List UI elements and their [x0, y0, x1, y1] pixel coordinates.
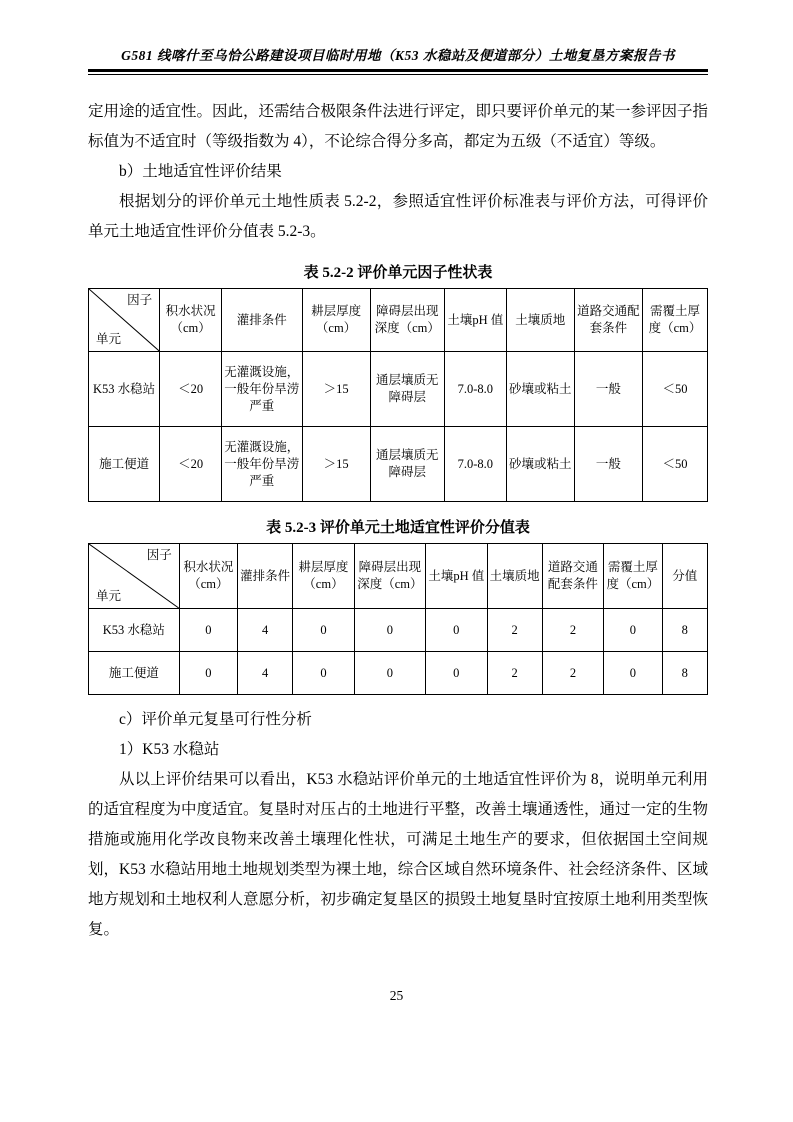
spacer: [88, 695, 708, 705]
table1-header-row: [89, 289, 708, 352]
table2-cell: 0: [426, 609, 488, 652]
table2-header-cell: 需覆土厚度（cm）: [604, 544, 662, 609]
table2-cell: 0: [179, 609, 237, 652]
table1-corner-unit: 单元: [96, 332, 122, 346]
table2-row: [89, 652, 708, 695]
table1-row: [89, 352, 708, 427]
table1-cell: 砂壤或粘土: [506, 427, 574, 502]
table2-header-cell: 土壤pH 值: [426, 544, 488, 609]
table1-cell: 通层壤质无障碍层: [370, 352, 444, 427]
table1-cell: 通层壤质无障碍层: [370, 427, 444, 502]
table1-cell: 无灌溉设施，一般年份旱涝严重: [222, 427, 302, 502]
table1-header-cell: 需覆土厚度（cm）: [642, 289, 707, 352]
table2-cell: 8: [662, 609, 707, 652]
table1-corner-factor: 因子: [127, 293, 153, 307]
table1-cell: 7.0-8.0: [444, 352, 506, 427]
paragraph-6: 从以上评价结果可以看出，K53 水稳站评价单元的土地适宜性评价为 8，说明单元利用的适宜程度为中度适宜。复垦时对压占的土地进行平整，改善土壤通透性，通过一定的生物措施或施用化学改良物来改善土壤理化性状，可满足土地生产的要求，但依据国土空间规划，K53 水稳站用地土地规划类型为裸土地，综合区域自然环境条件、社会经济条件、区域地方规划和土地权利人意愿分析，初步确定复垦区的损毁土地复垦时宜按原土地利用类型恢复。: [88, 771, 709, 938]
table1-cell: ＜20: [160, 427, 222, 502]
table2-row-unit: 施工便道: [89, 652, 180, 695]
table2-cell: 0: [604, 609, 662, 652]
table2-header-cell: 道路交通配套条件: [542, 544, 604, 609]
page-number: 25: [389, 988, 404, 1003]
table1-row-unit: 施工便道: [89, 427, 160, 502]
table1-cell: 无灌溉设施，一般年份旱涝严重: [222, 352, 302, 427]
table2-cell: 0: [179, 652, 237, 695]
table1-cell: ＞15: [302, 352, 370, 427]
table1-cell: ＜50: [642, 352, 707, 427]
table2-cell: 4: [238, 652, 293, 695]
table2-row-unit: K53 水稳站: [89, 609, 180, 652]
table1-cell: 一般: [574, 427, 642, 502]
table2-cell: 4: [238, 609, 293, 652]
table1-row: [89, 427, 708, 502]
table2-row: [89, 609, 708, 652]
table2-corner-unit: 单元: [96, 589, 122, 603]
table2-cell: 2: [542, 609, 604, 652]
page-content: [88, 44, 708, 945]
table2-cell: 0: [604, 652, 662, 695]
table2-header-cell: 障碍层出现深度（cm）: [354, 544, 425, 609]
header-divider: [88, 69, 708, 75]
paragraph-3: 根据划分的评价单元土地性质表 5.2-2，参照适宜性评价标准表与评价方法，可得评价单元土地适宜性评价分值表 5.2-3。: [88, 193, 708, 240]
table2-header-cell: 土壤质地: [487, 544, 542, 609]
table1-header-cell: 障碍层出现深度（cm）: [370, 289, 444, 352]
table2-cell: 0: [354, 609, 425, 652]
table1-corner-cell: [89, 289, 160, 352]
table-evaluation-unit-factors: [88, 288, 708, 502]
table-suitability-scores: [88, 543, 708, 695]
page-header-title: G581 线喀什至乌恰公路建设项目临时用地（K53 水稳站及便道部分）土地复垦方案报告书: [121, 48, 675, 63]
paragraph-4: c）评价单元复垦可行性分析: [119, 711, 312, 728]
table2-cell: 2: [487, 652, 542, 695]
paragraph-1: 定用途的适宜性。因此，还需结合极限条件法进行评定，即只要评价单元的某一参评因子指标值为不适宜时（等级指数为 4），不论综合得分多高，都定为五级（不适宜）等级。: [88, 103, 709, 150]
table1-header-cell: 土壤质地: [506, 289, 574, 352]
table1-cell: ＜50: [642, 427, 707, 502]
table2-cell: 2: [487, 609, 542, 652]
table2-header-row: [89, 544, 708, 609]
table2-cell: 0: [293, 652, 355, 695]
paragraph-2: b）土地适宜性评价结果: [119, 163, 282, 180]
table1-header-cell: 耕层厚度（cm）: [302, 289, 370, 352]
table2-cell: 0: [426, 652, 488, 695]
table2-header-cell: 分值: [662, 544, 707, 609]
table1-caption: 表 5.2-2 评价单元因子性状表: [303, 265, 493, 281]
table1-header-cell: 灌排条件: [222, 289, 302, 352]
table1-header-cell: 积水状况（cm）: [160, 289, 222, 352]
paragraph-5: 1）K53 水稳站: [119, 741, 220, 758]
table2-cell: 8: [662, 652, 707, 695]
table2-corner-cell: [89, 544, 180, 609]
table2-cell: 0: [354, 652, 425, 695]
table1-header-cell: 土壤pH 值: [444, 289, 506, 352]
table1-row-unit: K53 水稳站: [89, 352, 160, 427]
table1-cell: 砂壤或粘土: [506, 352, 574, 427]
table1-cell: 7.0-8.0: [444, 427, 506, 502]
table2-corner-factor: 因子: [146, 548, 172, 562]
table2-cell: 0: [293, 609, 355, 652]
table2-caption: 表 5.2-3 评价单元土地适宜性评价分值表: [266, 520, 530, 536]
table2-cell: 2: [542, 652, 604, 695]
table1-cell: ＞15: [302, 427, 370, 502]
table1-cell: ＜20: [160, 352, 222, 427]
table2-header-cell: 积水状况（cm）: [179, 544, 237, 609]
table2-header-cell: 耕层厚度（cm）: [293, 544, 355, 609]
table1-header-cell: 道路交通配套条件: [574, 289, 642, 352]
table1-cell: 一般: [574, 352, 642, 427]
table2-header-cell: 灌排条件: [238, 544, 293, 609]
